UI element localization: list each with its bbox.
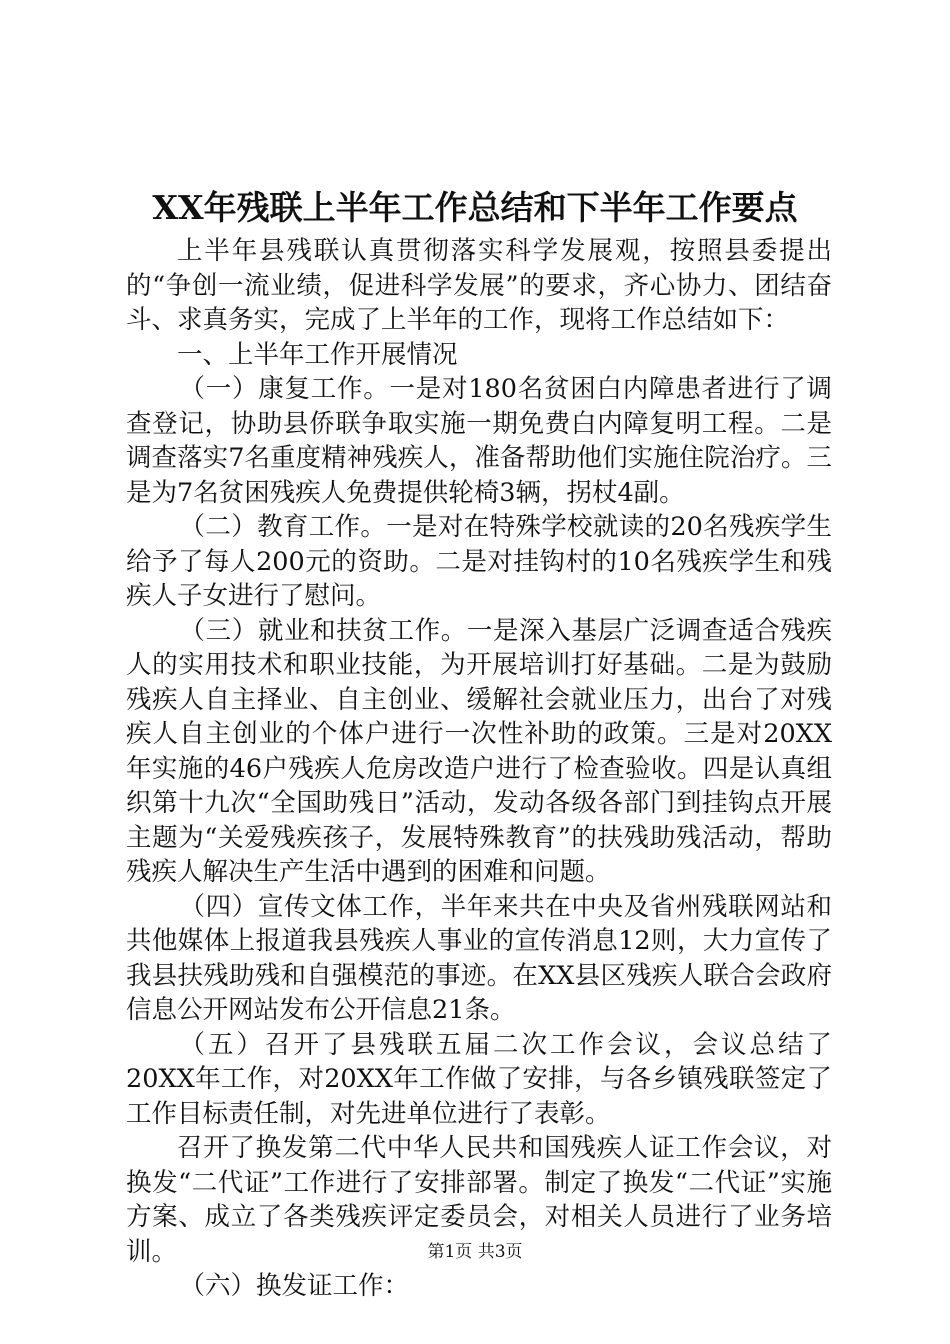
- intro-paragraph: 上半年县残联认真贯彻落实科学发展观，按照县委提出的“争创一流业绩，促进科学发展”的要求，齐心协力、团结奋斗、求真务实，完成了上半年的工作，现将工作总结如下：: [126, 236, 832, 335]
- paragraph-employment: （三）就业和扶贫工作。一是深入基层广泛调查适合残疾人的实用技术和职业技能，为开展培训打好基础。二是为鼓励残疾人自主择业、自主创业、缓解社会就业压力，出台了对残疾人自主创业的个体户进行一次性补助的政策。三是对20XX年实施的46户残疾人危房改造户进行了检查验收。四是认真组织第十九次“全国助残日”活动，发动各级各部门到挂钩点开展主题为“关爱残疾孩子，发展特殊教育”的扶残助残活动，帮助残疾人解决生产生活中遇到的困难和问题。: [126, 615, 832, 887]
- section-heading: 一、上半年工作开展情况: [177, 339, 458, 370]
- paragraph-certificate-work: （六）换发证工作：: [179, 1271, 410, 1301]
- paragraph-meeting: （五）召开了县残联五届二次工作会议，会议总结了20XX年工作，对20XX年工作做了安排，与各乡镇残联签定了工作目标责任制，对先进单位进行了表彰。: [126, 1029, 832, 1129]
- document-body: [126, 234, 832, 1304]
- paragraph-education: （二）教育工作。一是对在特殊学校就读的20名残疾学生给予了每人200元的资助。二是对挂钩村的10名残疾学生和残疾人子女进行了慰问。: [126, 512, 832, 611]
- page-footer: 第1页 共3页: [427, 1242, 523, 1262]
- paragraph-certificate-meeting: 召开了换发第二代中华人民共和国残疾人证工作会议，对换发“二代证”工作进行了安排部署。制定了换发“二代证”实施方案、成立了各类残疾评定委员会，对相关人员进行了业务培训。: [126, 1133, 832, 1267]
- paragraph-publicity: （四）宣传文体工作，半年来共在中央及省州残联网站和共他媒体上报道我县残疾人事业的宣传消息12则，大力宣传了我县扶残助残和自强模范的事迹。在XX县区残疾人联合会政府信息公开网站发布公开信息21条。: [126, 891, 832, 1025]
- paragraph-rehabilitation: （一）康复工作。一是对180名贫困白内障患者进行了调查登记，协助县侨联争取实施一期免费白内障复明工程。二是调查落实7名重度精神残疾人，准备帮助他们实施住院治疗。三是为7名贫困残疾人免费提供轮椅3辆，拐杖4副。: [126, 374, 832, 508]
- document-title: XX年残联上半年工作总结和下半年工作要点: [152, 188, 798, 227]
